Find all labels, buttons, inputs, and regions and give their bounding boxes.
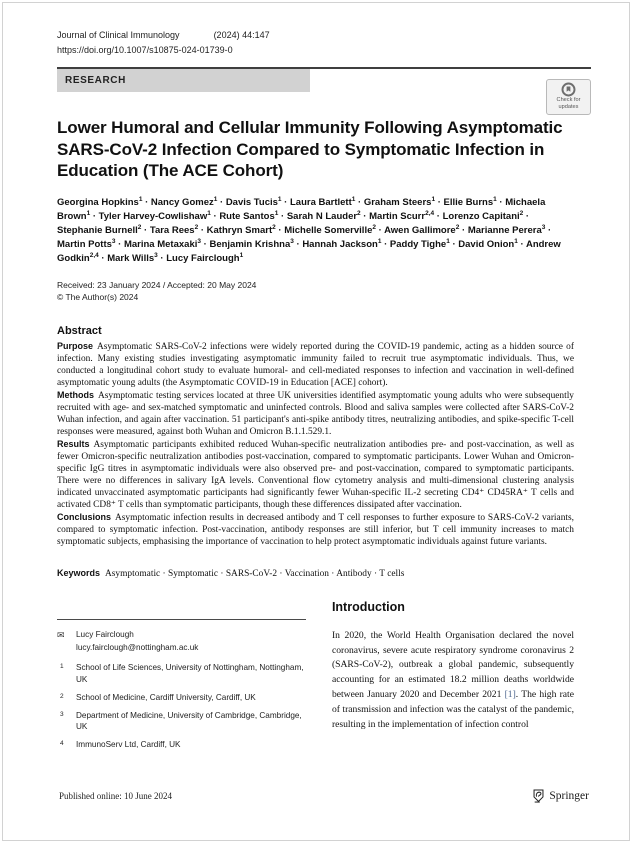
abstract-paragraph	[57, 439, 574, 512]
author-separator: ·	[434, 211, 443, 223]
keywords-line	[57, 568, 574, 579]
author-affiliation-marker: 1	[277, 196, 282, 204]
abstract-paragraph	[57, 512, 574, 549]
introduction-column	[332, 579, 574, 757]
author-affiliation-marker: 1	[377, 237, 382, 245]
abstract-section-label: Conclusions	[57, 511, 112, 522]
journal-name: Journal of Clinical Immunology	[57, 30, 180, 40]
affiliation-text: Department of Medicine, University of Cambridge, Cambridge, UK	[76, 710, 302, 732]
author: Lucy Fairclough$^1$	[166, 251, 244, 264]
publisher-logo	[532, 789, 589, 803]
affiliation-text: School of Life Sciences, University of Nottingham, Nottingham, UK	[76, 662, 304, 684]
abstract-body	[57, 341, 574, 549]
author-separator: ·	[449, 238, 459, 250]
author: Marianne Perera$^3$	[467, 223, 546, 237]
author-separator: ·	[435, 197, 444, 209]
author-affiliation-marker: 1	[239, 251, 244, 259]
affiliation-item	[57, 692, 306, 704]
corresponding-author-name: Lucy Fairclough	[76, 630, 134, 640]
abstract-section-label: Purpose	[57, 341, 94, 351]
article-title: Lower Humoral and Cellular Immunity Following Asymptomatic SARS-CoV-2 Infection Compared to Symptomatic Infection in Education (The ACE Cohort)	[57, 117, 563, 181]
keywords-values: Asymptomatic · Symptomatic · SARS-CoV-2 · Vaccination · Antibody · T cells	[105, 568, 405, 579]
abstract-heading: Abstract	[57, 325, 102, 337]
abstract-section	[57, 325, 574, 579]
citation-1-link[interactable]: [1]	[504, 689, 516, 701]
journal-page	[2, 2, 630, 841]
author: Michelle Somerville$^2$	[284, 223, 376, 237]
author-affiliation-marker: 2	[272, 223, 276, 231]
author-separator: ·	[217, 197, 226, 209]
affiliation-text: ImmunoServ Ltd, Cardiff, UK	[76, 740, 181, 750]
page-header	[57, 29, 574, 58]
affiliation-item	[57, 662, 306, 686]
author-separator: ·	[90, 211, 99, 223]
author: Mark Wills$^3$	[107, 251, 158, 264]
author-affiliation-marker: 1	[138, 196, 143, 204]
springer-emblem-icon	[532, 789, 545, 803]
affiliation-item	[57, 739, 306, 751]
author-separator: ·	[517, 238, 526, 250]
author-separator: ·	[115, 238, 124, 250]
author-affiliation-marker: 2,4	[425, 210, 435, 217]
published-online: Published online: 10 June 2024	[59, 791, 172, 801]
introduction-paragraph	[332, 629, 574, 733]
author-affiliation-marker: 2	[519, 210, 524, 217]
author: Davis Tucis$^1$	[225, 196, 282, 209]
author-separator: ·	[523, 211, 530, 223]
author-affiliation-marker: 1	[514, 237, 518, 245]
author-separator: ·	[157, 252, 167, 264]
abstract-section-text: Asymptomatic testing services located at three UK universities identified asymptomatic young adults who were subsequently recruited with age- and sex-matched symptomatic and uninfected controls. Blood and saliva samples were collected after SARS-CoV-2 Wuhan infection, and again after vaccination. 51 participant's anti-spike antibody titres, neutralizing antibodies, and spike-specific T-cell responses were measured, against both Wuhan and Omicron B.1.1.529.1.	[57, 390, 574, 437]
author-affiliation-marker: 1	[446, 237, 450, 245]
footnote-rule	[57, 619, 306, 621]
author: Kathryn Smart$^2$	[206, 223, 276, 237]
author-affiliation-marker: 1	[274, 210, 279, 217]
author-affiliation-marker: 3	[154, 251, 158, 259]
author: Laura Bartlett$^1$	[290, 196, 356, 209]
footnote-column	[57, 579, 306, 757]
affiliation-list	[57, 662, 306, 751]
affiliation-number: 1	[60, 662, 64, 670]
author-separator: ·	[278, 211, 287, 223]
author-separator: ·	[281, 197, 290, 209]
author-separator: ·	[360, 211, 370, 223]
two-column-area	[57, 579, 574, 757]
author-affiliation-marker: 1	[207, 210, 211, 217]
author: Martin Scurr$^{2,4}$	[369, 210, 435, 223]
author-separator: ·	[545, 225, 552, 237]
author-separator: ·	[496, 197, 506, 209]
author: Stephanie Burnell$^2$	[57, 223, 142, 237]
author-affiliation-marker: 1	[431, 196, 436, 204]
author-affiliation-marker: 1	[493, 196, 497, 204]
dates-block	[57, 279, 574, 305]
author-affiliation-marker: 1	[351, 196, 356, 204]
abstract-paragraph	[57, 390, 574, 439]
author: Graham Steers$^1$	[363, 196, 436, 209]
abstract-section-text: Asymptomatic participants exhibited reduced Wuhan-specific neutralization antibodies pre- and post-vaccination, as well as fewer Omicron-specific neutralization antibodies post-vaccination, compared to symptomatic participants. Lower Wuhan and Omicron-specific IgG titres in asymptomatic individuals were also observed pre- and post-vaccination, compared to symptomatic participants. There were no differences in salivary IgA levels. Conventional flow cytometry analysis and multi-dimensional clustering analysis indicated unvaccinated asymptomatic participants had significantly fewer Wuhan-specific IL-2 secreting CD4⁺ CD45RA⁺ T cells and activated CD8⁺ T cells than symptomatic participants, though these differences dissipated after vaccination.	[57, 439, 574, 510]
affiliation-number: 2	[60, 692, 64, 700]
author-separator: ·	[381, 238, 390, 250]
keywords-label: Keywords	[57, 567, 101, 578]
author: Rute Santos$^1$	[219, 210, 279, 223]
author-affiliation-marker: 3	[290, 237, 294, 245]
author-separator: ·	[141, 225, 150, 237]
corresponding-author-email[interactable]: lucy.fairclough@nottingham.ac.uk	[76, 642, 199, 652]
author-separator: ·	[98, 252, 108, 264]
author-list	[57, 196, 574, 265]
received-accepted: Received: 23 January 2024 / Accepted: 20 May 2024	[57, 279, 257, 290]
publisher-name: Springer	[549, 790, 589, 802]
author: Paddy Tighe$^1$	[389, 237, 450, 250]
check-for-updates-icon	[561, 82, 576, 97]
abstract-section-label: Results	[57, 438, 90, 449]
author-separator: ·	[376, 225, 385, 237]
abstract-section-text: Asymptomatic infection results in decreased antibody and T cell responses to further exposure to SARS-CoV-2 variants, compared to symptomatic infection. Post-vaccination, antibody responses are still inferior, but T cell immunity increases to match symptomatic subjects, emphasising the importance of vaccination to help protect asymptomatic individuals against future variants.	[57, 512, 574, 547]
article-type-band	[57, 67, 591, 111]
introduction-heading: Introduction	[331, 599, 405, 614]
author-affiliation-marker: 2,4	[89, 251, 99, 259]
author-separator: ·	[459, 225, 468, 237]
envelope-icon: ✉	[57, 630, 65, 641]
author: Tara Rees$^2$	[149, 223, 199, 237]
affiliation-number: 3	[60, 710, 64, 718]
affiliation-item	[57, 710, 306, 734]
author-affiliation-marker: 2	[137, 223, 142, 231]
article-type-label: RESEARCH	[57, 69, 310, 92]
correspondence-block	[57, 629, 306, 654]
author-affiliation-marker: 1	[86, 210, 91, 217]
affiliation-number: 4	[60, 740, 64, 748]
author: Nancy Gomez$^1$	[150, 196, 218, 209]
author: Michaela Brown$^1$	[57, 197, 546, 223]
author-separator: ·	[293, 238, 303, 250]
author: David Onion$^1$	[458, 237, 518, 250]
copyright-line: © The Author(s) 2024	[57, 292, 139, 303]
author-affiliation-marker: 1	[213, 196, 218, 204]
author: Tyler Harvey-Cowlishaw$^1$	[98, 210, 211, 223]
author-affiliation-marker: 2	[357, 210, 361, 217]
check-for-updates-badge[interactable]	[546, 79, 591, 115]
author: Lorenzo Capitani$^2$	[442, 210, 524, 223]
author-separator: ·	[142, 197, 151, 209]
author-separator: ·	[275, 225, 285, 237]
abstract-section-text: Asymptomatic SARS-CoV-2 infections were widely reported during the COVID-19 pandemic, acting as a hidden source of infection. Many existing studies investigating asymptomatic immunity failed to recruit true asymptomatic individuals. Thus, we conducted a longitudinal cohort study to evaluate humoral- and cell-mediated responses to infection and vaccination in well-defined asymptomatic young adults (the Asymptomatic COVID-19 in Education [ACE] cohort).	[57, 342, 574, 388]
page-footer	[59, 789, 589, 803]
abstract-paragraph	[57, 341, 574, 390]
intro-text-after: . The high rate of transmission and infection was the catalyst of the pandemic, resulting in the implementation of infection control	[331, 689, 574, 730]
author: Hannah Jackson$^1$	[302, 237, 382, 250]
author: Ellie Burns$^1$	[443, 196, 497, 209]
author: Andrew Godkin$^{2,4}$	[57, 238, 561, 264]
author-separator: ·	[201, 238, 210, 250]
journal-issue: (2024) 44:147	[213, 30, 270, 40]
author-affiliation-marker: 3	[541, 223, 546, 231]
author-affiliation-marker: 2	[455, 223, 460, 231]
author: Marina Metaxaki$^3$	[123, 237, 201, 250]
doi-link[interactable]: https://doi.org/10.1007/s10875-024-01739-0	[57, 44, 233, 55]
author-affiliation-marker: 2	[194, 223, 199, 231]
affiliation-text: School of Medicine, Cardiff University, Cardiff, UK	[76, 692, 256, 702]
author: Georgina Hopkins$^1$	[57, 196, 143, 209]
author: Benjamin Krishna$^3$	[209, 237, 294, 250]
author-separator: ·	[210, 211, 220, 223]
abstract-section-label: Methods	[57, 389, 94, 400]
author: Sarah N Lauder$^2$	[286, 210, 361, 223]
author-affiliation-marker: 3	[197, 237, 201, 245]
author: Martin Potts$^3$	[57, 237, 116, 250]
author-affiliation-marker: 2	[372, 223, 376, 231]
check-for-updates-label: Check for updates	[556, 97, 581, 111]
author-affiliation-marker: 3	[111, 237, 116, 245]
author: Awen Gallimore$^2$	[384, 223, 460, 237]
intro-text-before: In 2020, the World Health Organisation declared the novel coronavirus, severe acute respiratory syndrome coronavirus 2 (SARS-CoV-2), outbreak a global pandemic, subsequently accounting for an estimated 18.2 million deaths worldwide between January 2020 and December 2021	[331, 629, 574, 701]
author-separator: ·	[355, 197, 364, 209]
author-separator: ·	[198, 225, 207, 237]
